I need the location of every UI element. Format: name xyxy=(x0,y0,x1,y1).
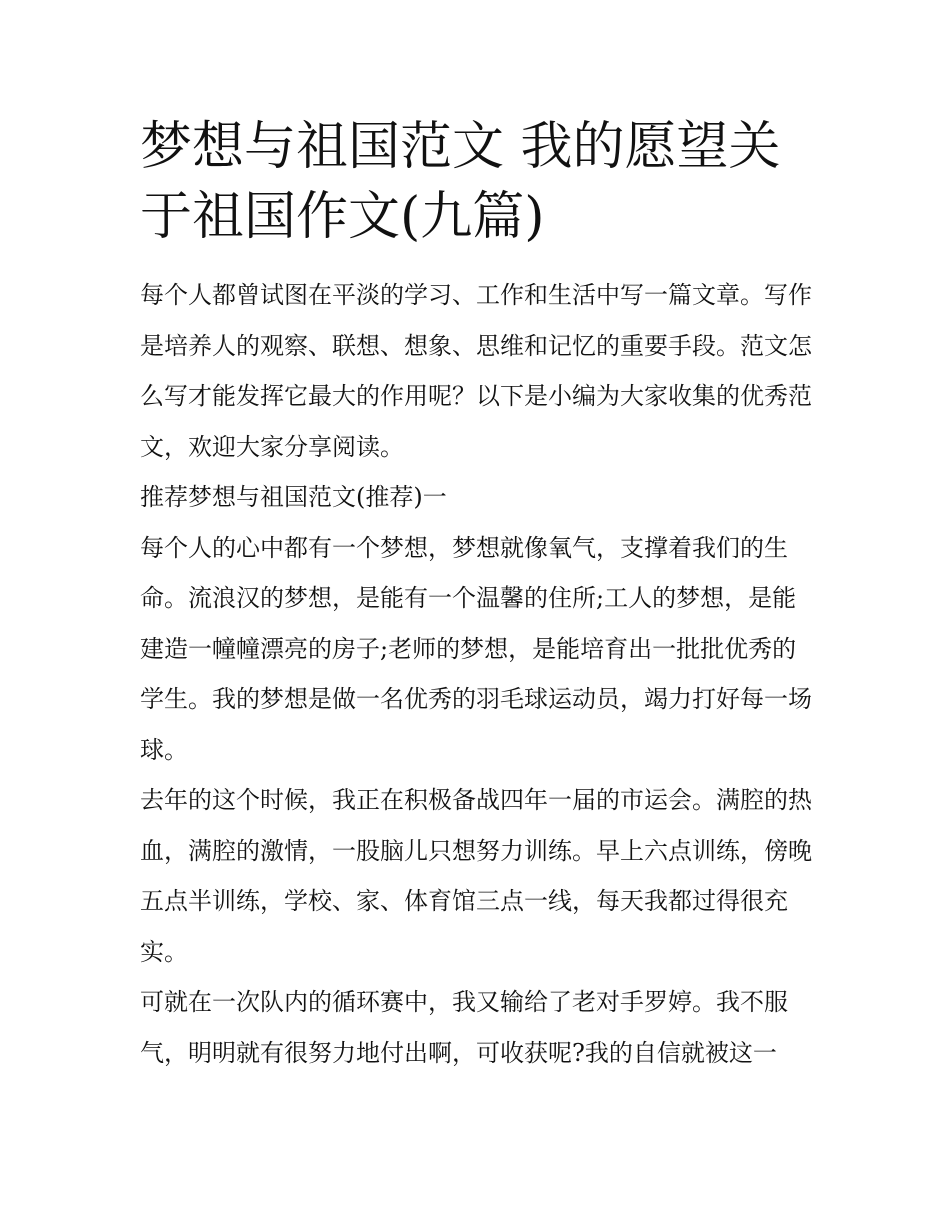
section-heading: 推荐梦想与祖国范文(推荐)一 xyxy=(140,483,447,511)
document-body xyxy=(140,112,812,1078)
body-paragraph-match: 可就在一次队内的循环赛中，我又输给了老对手罗婷。我不服气，明明就有很努力地付出啊，可收获呢?我的自信就被这一 xyxy=(140,988,788,1067)
intro-paragraph: 每个人都曾试图在平淡的学习、工作和生活中写一篇文章。写作是培养人的观察、联想、想象、思维和记忆的重要手段。范文怎么写才能发挥它最大的作用呢？以下是小编为大家收集的优秀范文，欢迎大家分享阅读。 xyxy=(140,281,812,461)
body-paragraph-dream: 每个人的心中都有一个梦想，梦想就像氧气，支撑着我们的生命。流浪汉的梦想，是能有一个温馨的住所;工人的梦想，是能建造一幢幢漂亮的房子;老师的梦想，是能培育出一批批优秀的学生。我的梦想是做一名优秀的羽毛球运动员，竭力打好每一场球。 xyxy=(140,533,812,764)
body-paragraph-training: 去年的这个时候，我正在积极备战四年一届的市运会。满腔的热血，满腔的激情，一股脑儿只想努力训练。早上六点训练，傍晚五点半训练，学校、家、体育馆三点一线，每天我都过得很充实。 xyxy=(140,786,812,966)
document-title: 梦想与祖国范文 我的愿望关于祖国作文(九篇) xyxy=(140,117,781,247)
